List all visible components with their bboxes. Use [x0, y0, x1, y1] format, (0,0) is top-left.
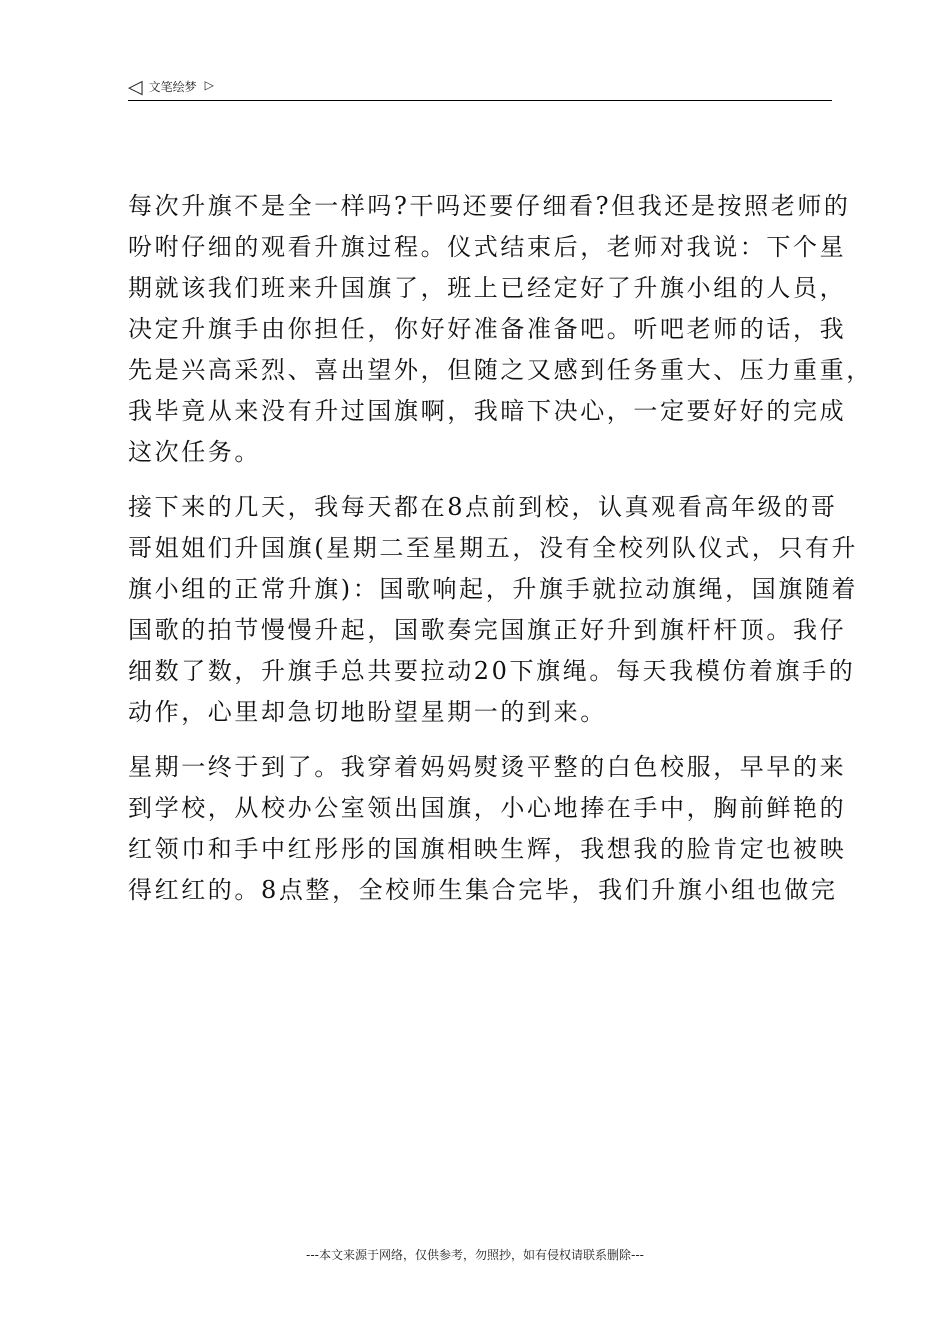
text-line: 接下来的几天，我每天都在8点前到校，认真观看高年级的哥 [128, 493, 838, 521]
text-line: 得红红的。8点整，全校师生集合完毕，我们升旗小组也做完 [128, 876, 838, 904]
triangle-left-icon: ◁ [128, 76, 143, 98]
document-body [128, 186, 873, 925]
text-line: 动作，心里却急切地盼望星期一的到来。 [128, 698, 607, 726]
text-line: 星期一终于到了。我穿着妈妈熨烫平整的白色校服，早早的来 [128, 753, 847, 781]
paragraph-2 [128, 487, 859, 733]
text-line: 细数了数，升旗手总共要拉动20下旗绳。每天我模仿着旗手的 [128, 657, 856, 685]
text-line: 哥姐姐们升国旗(星期二至星期五，没有全校列队仪式，只有升 [128, 534, 859, 562]
text-line: 到学校，从校办公室领出国旗，小心地捧在手中，胸前鲜艳的 [128, 794, 847, 822]
text-line: 决定升旗手由你担任，你好好准备准备吧。听吧老师的话，我 [128, 315, 847, 343]
footer-disclaimer: ---本文来源于网络，仅供参考，勿照抄，如有侵权请联系删除--- [306, 1248, 644, 1262]
paragraph-3 [128, 747, 847, 911]
paragraph-1 [128, 186, 873, 473]
text-line: 我毕竟从来没有升过国旗啊，我暗下决心，一定要好好的完成 [128, 397, 847, 425]
triangle-right-icon: ▷ [204, 78, 214, 92]
text-line: 这次任务。 [128, 438, 261, 466]
header-title: 文笔绘梦 [148, 80, 197, 94]
text-line: 红领巾和手中红彤彤的国旗相映生辉，我想我的脸肯定也被映 [128, 835, 847, 863]
text-line: 吩咐仔细的观看升旗过程。仪式结束后，老师对我说：下个星 [128, 233, 847, 261]
text-line: 每次升旗不是全一样吗?干吗还要仔细看?但我还是按照老师的 [128, 192, 851, 220]
text-line: 先是兴高采烈、喜出望外，但随之又感到任务重大、压力重重， [128, 356, 873, 384]
text-line: 国歌的拍节慢慢升起，国歌奏完国旗正好升到旗杆杆顶。我仔 [128, 616, 847, 644]
text-line: 期就该我们班来升国旗了，班上已经定好了升旗小组的人员， [128, 274, 847, 302]
page-header [128, 74, 832, 101]
text-line: 旗小组的正常升旗)：国歌响起，升旗手就拉动旗绳，国旗随着 [128, 575, 859, 603]
